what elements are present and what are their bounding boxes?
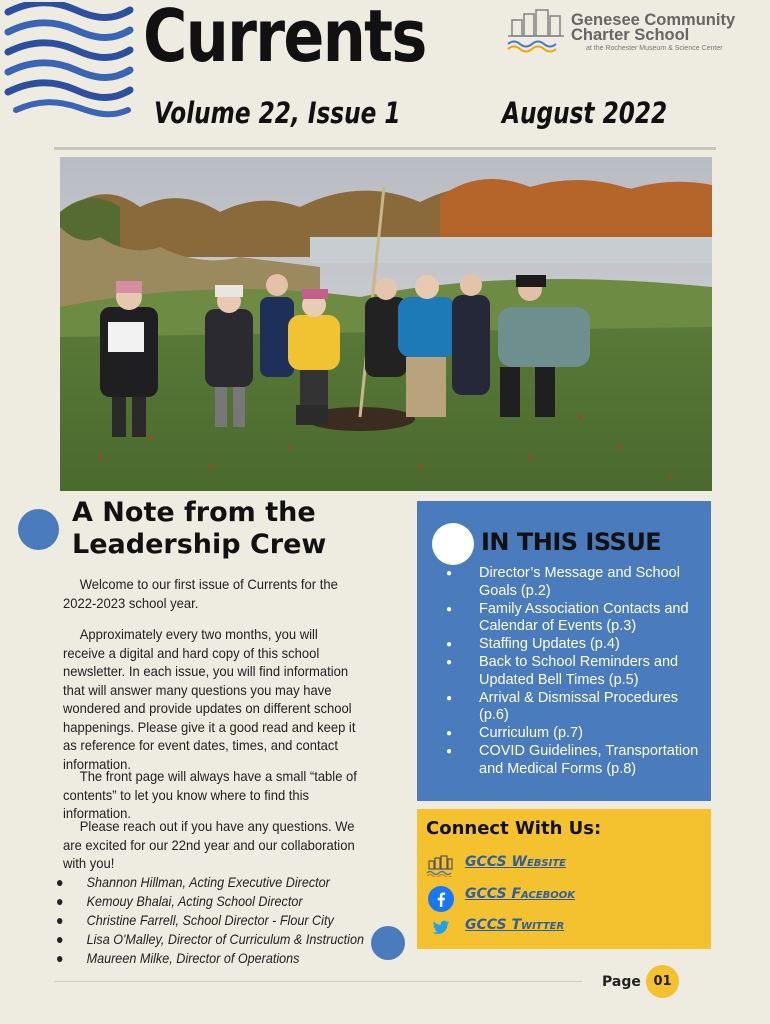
note-paragraph: Please reach out if you have any questions. We are excited for our 22nd year and our collaboration with you! <box>63 818 355 871</box>
accent-dot <box>371 926 405 960</box>
school-name-line1: Genesee Community <box>571 11 736 29</box>
staff-name: Maureen Milke, Director of Operations <box>86 950 300 966</box>
bullet-icon: ● <box>56 950 64 966</box>
accent-dot <box>18 509 59 550</box>
staff-list <box>56 873 386 968</box>
table-of-contents <box>440 565 708 779</box>
facebook-icon <box>428 886 454 912</box>
staff-item <box>56 949 353 968</box>
note-paragraph: Approximately every two months, you will receive a digital and hard copy of this school newsletter. In each issue, you will find information that will answer many questions you may have wondered and provide updates on different school happenings. Please give it a good read and keep it as reference for event dates, times, and contact information. <box>63 626 356 772</box>
note-heading-line2: Leadership Crew <box>72 529 327 560</box>
issue-date: August 2022 <box>502 96 668 130</box>
website-link[interactable]: GCCS Website <box>465 854 566 870</box>
school-name-line2: Charter School <box>571 26 690 44</box>
group-photo-image <box>60 157 712 491</box>
twitter-link[interactable]: GCCS Twitter <box>465 917 565 933</box>
bullet-icon: ● <box>56 912 64 928</box>
bullet-icon: ● <box>56 931 64 947</box>
toc-item: ● Director’s Message and School Goals (p.2) <box>440 565 708 601</box>
page-label: Page <box>602 974 641 990</box>
school-tagline: at the Rochester Museum & Science Center <box>586 45 723 52</box>
staff-item <box>56 911 353 930</box>
twitter-icon <box>432 920 450 936</box>
toc-item: ● Arrival & Dismissal Procedures (p.6) <box>440 690 708 726</box>
toc-item: ● COVID Guidelines, Transportation and Medical Forms (p.8) <box>440 743 708 779</box>
bullet-icon: ● <box>56 874 64 890</box>
building-icon <box>506 8 568 54</box>
volume-issue: Volume 22, Issue 1 <box>154 96 401 130</box>
bullet-icon: ● <box>56 893 64 909</box>
note-paragraph: The front page will always have a small “table of contents” to let you know where to find this information. <box>63 768 357 821</box>
toc-item: ● Family Association Contacts and Calendar of Events (p.3) <box>440 601 708 637</box>
staff-name: Kemouy Bhalai, Acting School Director <box>86 893 303 909</box>
waves-logo-icon <box>2 2 134 120</box>
staff-name: Lisa O'Malley, Director of Curriculum & Instruction <box>86 931 364 947</box>
staff-item <box>56 873 353 892</box>
toc-item: ● Back to School Reminders and Updated Bell Times (p.5) <box>440 654 708 690</box>
staff-name: Shannon Hillman, Acting Executive Director <box>86 874 330 890</box>
staff-name: Christine Farrell, School Director - Flour City <box>86 912 334 928</box>
note-heading <box>72 497 372 561</box>
page-number-badge: 01 <box>646 965 679 998</box>
header-divider <box>54 147 716 150</box>
footer-divider <box>54 981 582 982</box>
note-heading-line1: A Note from the <box>72 497 316 528</box>
in-this-issue-heading: IN THIS ISSUE <box>481 528 662 556</box>
connect-heading: Connect With Us: <box>426 818 602 839</box>
newsletter-title: Currents <box>143 0 426 78</box>
staff-item <box>56 892 353 911</box>
toc-item: ● Staffing Updates (p.4) <box>440 636 708 654</box>
staff-item <box>56 930 364 949</box>
note-paragraph: Welcome to our first issue of Currents for the 2022-2023 school year. <box>63 576 338 611</box>
toc-item: ● Curriculum (p.7) <box>440 725 708 743</box>
accent-circle <box>432 523 474 565</box>
building-icon <box>426 855 454 877</box>
school-name <box>571 13 735 43</box>
facebook-link[interactable]: GCCS Facebook <box>465 886 576 902</box>
